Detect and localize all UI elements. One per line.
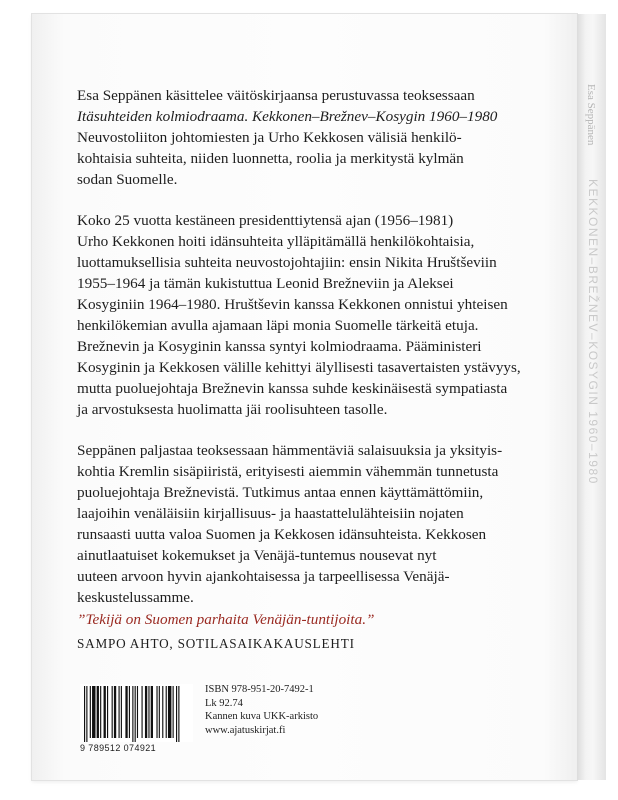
- blurb-line: uuteen arvoon hyvin ajankohtaisessa ja tarpeellisessa Venäjä-: [77, 568, 450, 585]
- barcode-bar: [112, 686, 113, 738]
- barcode-bar: [151, 686, 153, 738]
- publisher-website: www.ajatuskirjat.fi: [205, 724, 286, 736]
- spine-title: KEKKONEN–BREŽNEV–KOSYGIN 1960–1980: [586, 179, 600, 485]
- blurb-line: Kosyginin ja Kekkosen välille kehittyi älyllisesti tasavertaisten ystävyys,: [77, 359, 521, 376]
- isbn-number: ISBN 978-951-20-7492-1: [205, 684, 314, 695]
- blurb-line: Brežnevin ja Kosyginin kanssa syntyi kolmiodraama. Pääministeri: [77, 338, 482, 355]
- isbn-info: [205, 683, 318, 737]
- blurb-line: Neuvostoliiton johtomiesten ja Urho Kekkosen välisiä henkilö-: [77, 129, 462, 146]
- barcode-bar: [90, 686, 91, 738]
- barcode-bar: [173, 686, 174, 738]
- barcode-bar: [166, 686, 167, 738]
- blurb-line: Seppänen paljastaa teoksessaan hämmentäviä salaisuuksia ja yksityis-: [77, 442, 503, 459]
- blurb-paragraph-3: [77, 440, 547, 608]
- barcode-bar: [84, 686, 85, 742]
- blurb-paragraph-2: [77, 210, 547, 420]
- spine-author: Esa Seppänen: [585, 84, 597, 146]
- barcode-bar: [178, 686, 179, 742]
- book-title-italic: Itäsuhteiden kolmiodraama. Kekkonen–Brežnev–Kosygin 1960–1980: [77, 108, 498, 125]
- blurb-line-book-title: [77, 106, 547, 127]
- barcode-bar: [119, 686, 120, 738]
- blurb-line: runsaasti uutta valoa Suomen ja Kekkosen idänsuhteista. Kekkosen: [77, 526, 487, 543]
- barcode-bar: [97, 686, 99, 738]
- barcode-bar: [145, 686, 147, 738]
- blurb-line: kohtia Kremlin sisäpiiristä, erityisesti aiemmin vähemmän tunnetusta: [77, 463, 499, 480]
- barcode-bar: [176, 686, 177, 742]
- barcode-bar: [92, 686, 95, 738]
- barcode-bar: [107, 686, 108, 738]
- barcode-bar: [86, 686, 87, 742]
- blurb-line: Koko 25 vuotta kestäneen presidenttiytensä ajan (1956–1981): [77, 212, 454, 229]
- barcode-bar: [159, 686, 160, 738]
- barcode-bar: [114, 686, 116, 738]
- barcode-bar: [132, 686, 133, 742]
- blurb-line: keskustelussamme.: [77, 589, 194, 606]
- blurb-line: sodan Suomelle.: [77, 171, 178, 188]
- library-class: Lk 92.74: [205, 697, 243, 709]
- blurb-text: [77, 85, 547, 628]
- blurb-paragraph-1: [77, 85, 547, 190]
- blurb-line: 1955–1964 ja tämän kukistuttua Leonid Brežneviin ja Aleksei: [77, 275, 454, 292]
- barcode-bar: [137, 686, 138, 738]
- book-spine: [577, 14, 606, 780]
- blurb-line: luottamuksellisia suhteita neuvostojohtajiin: ensin Nikita Hruštševiin: [77, 254, 497, 271]
- barcode-bar: [135, 686, 136, 742]
- review-quote: ”Tekijä on Suomen parhaita Venäjän-tuntijoita.”: [77, 611, 375, 628]
- blurb-line: Kosyginiin 1964–1980. Hruštševin kanssa Kekkonen onnistui yhteisen: [77, 296, 508, 313]
- blurb-line: Urho Kekkonen hoiti idänsuhteita ylläpitämällä henkilökohtaisia,: [77, 233, 475, 250]
- blurb-line: Esa Seppänen käsittelee väitöskirjaansa perustuvassa teoksessaan: [77, 87, 475, 104]
- barcode-bar: [125, 686, 127, 738]
- barcode-bar: [168, 686, 171, 738]
- barcode-bar: [121, 686, 122, 738]
- blurb-line: henkilökemian avulla ajamaan läpi monia Suomelle tärkeitä etuja.: [77, 317, 479, 334]
- barcode-bar: [142, 686, 143, 738]
- barcode: [80, 684, 193, 742]
- blurb-line: ja arvostuksesta huolimatta jäi roolisuhteen tasolle.: [77, 401, 388, 418]
- cover-credit: Kannen kuva UKK-arkisto: [205, 711, 319, 722]
- barcode-bar: [148, 686, 149, 738]
- blurb-line: puoluejohtaja Brežnevistä. Tutkimus antaa ennen käyttämättömiin,: [77, 484, 484, 501]
- blurb-line: laajoihin venäläisiin kirjallisuus- ja haastattelulähteisiin nojaten: [77, 505, 464, 522]
- blurb-line: kohtaisia suhteita, niiden luonnetta, roolia ja merkitystä kylmän: [77, 150, 464, 167]
- blurb-line: ainutlaatuiset kokemukset ja Venäjä-tuntemus nousevat nyt: [77, 547, 437, 564]
- barcode-bar: [104, 686, 106, 738]
- barcode-bars: [80, 684, 193, 742]
- barcode-bar: [162, 686, 163, 738]
- barcode-bar: [129, 686, 130, 738]
- review-quote-source: SAMPO AHTO, SOTILASAIKAKAUSLEHTI: [77, 636, 355, 651]
- blurb-line: mutta puoluejohtaja Brežnevin kanssa suhde keskinäisestä sympatiasta: [77, 380, 508, 397]
- barcode-digits: 9 789512 074921: [80, 743, 157, 753]
- barcode-bar: [100, 686, 101, 738]
- barcode-bar: [156, 686, 157, 738]
